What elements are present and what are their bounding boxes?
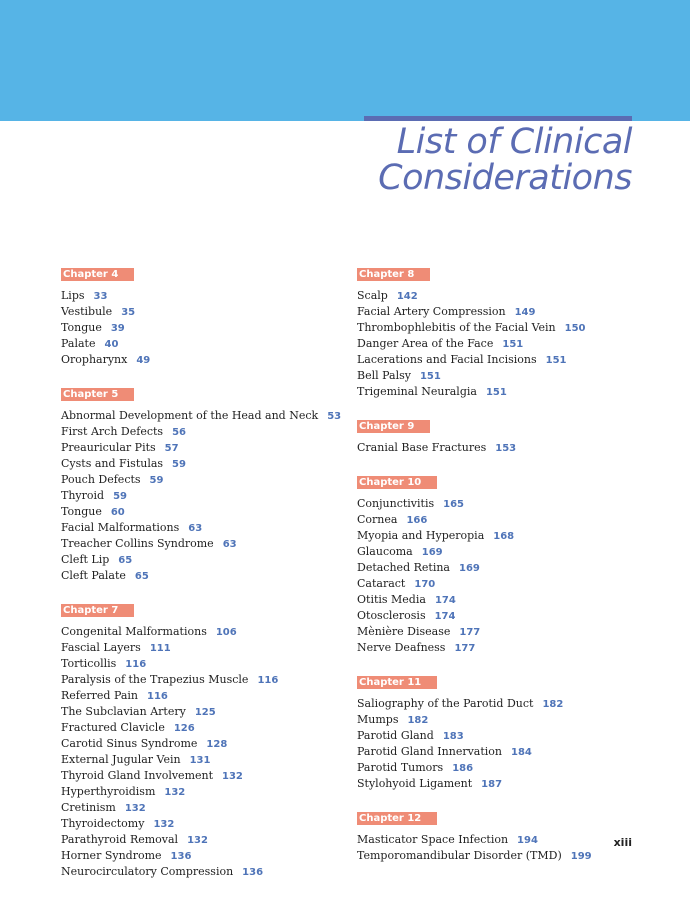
entry-page-number: 132 [153,819,175,830]
entry-page-number: 151 [419,371,441,382]
entry-title: Glaucoma [357,545,413,558]
entry-title: Hyperthyroidism [61,785,156,798]
entry-page-number: 199 [570,851,592,862]
entry-page-number: 150 [564,323,586,334]
entry-page-number: 116 [125,659,147,670]
entry-title: Abnormal Development of the Head and Neck [61,409,319,422]
entry-page-number: 49 [136,355,151,366]
entry-title: Myopia and Hyperopia [357,529,485,542]
entry-title: Mumps [357,713,399,726]
entry-page-number: 132 [164,787,186,798]
toc-entry [61,816,341,832]
toc-entry [357,728,657,744]
toc-entry [61,624,341,640]
entry-title: Carotid Sinus Syndrome [61,737,198,750]
entry-title: Paralysis of the Trapezius Muscle [61,673,249,686]
toc-entry [357,744,657,760]
toc-entry [357,832,657,848]
entry-title: Cretinism [61,801,116,814]
entry-title: Trigeminal Neuralgia [357,385,477,398]
entry-page-number: 165 [443,499,464,510]
title-rule [364,116,632,121]
toc-entry [61,568,341,584]
entry-title: Parathyroid Removal [61,833,179,846]
entry-page-number: 111 [149,643,171,654]
entry-title: Thyroid [61,489,105,502]
entry-title: Mènière Disease [357,625,451,638]
entry-title: Treacher Collins Syndrome [61,537,214,550]
toc-entry [61,640,341,656]
toc-entry [61,304,341,320]
entry-title: Cranial Base Fractures [357,441,487,454]
entry-page-number: 151 [485,387,507,398]
toc-entry [61,848,341,864]
toc-entry [357,512,657,528]
entry-page-number: 170 [414,579,436,590]
entry-title: Saliography of the Parotid Duct [357,697,534,710]
toc-entry [61,536,341,552]
chapter-section [61,382,341,584]
chapter-section [357,670,657,792]
toc-entry [61,656,341,672]
entry-page-number: 153 [495,443,517,454]
entry-page-number: 53 [327,411,342,422]
entry-page-number: 126 [173,723,195,734]
entry-title: Thyroid Gland Involvement [61,769,214,782]
entry-page-number: 132 [187,835,208,846]
toc-entry [357,544,657,560]
toc-entry [357,776,657,792]
entry-title: Facial Malformations [61,521,180,534]
entry-page-number: 177 [459,627,481,638]
toc-entry [61,488,341,504]
entry-page-number: 116 [147,691,168,702]
entry-title: External Jugular Vein [61,753,181,766]
entry-page-number: 169 [458,563,480,574]
entry-page-number: 40 [104,339,119,350]
entry-page-number: 131 [189,755,211,766]
toc-entry [61,736,341,752]
entry-title: Masticator Space Infection [357,833,509,846]
toc-entry [357,384,657,400]
toc-entry [357,592,657,608]
entry-page-number: 136 [242,867,264,878]
chapter-section [357,414,657,456]
chapter-section [61,262,341,368]
toc-entry [357,304,657,320]
toc-entry [357,848,657,864]
entry-page-number: 194 [517,835,538,846]
entry-page-number: 65 [134,571,149,582]
chapter-heading: Chapter 10 [357,476,437,489]
chapter-section [357,262,657,400]
page-title-line-2: Considerations [378,158,632,198]
entry-title: Referred Pain [61,689,139,702]
entry-title: Facial Artery Compression [357,305,506,318]
entry-title: Neurocirculatory Compression [61,865,234,878]
entry-page-number: 151 [502,339,524,350]
entry-page-number: 174 [434,595,456,606]
chapter-heading: Chapter 5 [61,388,134,401]
toc-entry [357,712,657,728]
entry-page-number: 168 [493,531,515,542]
entry-page-number: 132 [124,803,146,814]
entry-page-number: 60 [110,507,125,518]
entry-title: Lips [61,289,85,302]
entry-page-number: 182 [407,715,429,726]
toc-entry [61,440,341,456]
toc-entry [61,520,341,536]
entry-title: Cleft Lip [61,553,110,566]
toc-entry [61,752,341,768]
entry-page-number: 57 [164,443,179,454]
entry-title: Bell Palsy [357,369,411,382]
entry-title: Horner Syndrome [61,849,162,862]
entry-title: Scalp [357,289,388,302]
entry-title: Stylohyoid Ligament [357,777,473,790]
entry-page-number: 186 [452,763,474,774]
entry-title: Vestibule [61,305,113,318]
entry-page-number: 35 [121,307,136,318]
entry-title: Otosclerosis [357,609,426,622]
entry-title: First Arch Defects [61,425,164,438]
entry-page-number: 169 [421,547,443,558]
entry-title: Detached Retina [357,561,450,574]
entry-title: Parotid Gland [357,729,434,742]
entry-title: Torticollis [61,657,117,670]
chapter-section [357,470,657,656]
chapter-heading: Chapter 11 [357,676,437,689]
toc-entry [61,864,341,880]
toc-entry [61,672,341,688]
entry-title: Conjunctivitis [357,497,435,510]
toc-entry [357,496,657,512]
toc-entry [357,336,657,352]
chapter-heading: Chapter 9 [357,420,430,433]
entry-title: Tongue [61,505,102,518]
entry-page-number: 132 [222,771,243,782]
toc-entry [357,320,657,336]
entry-page-number: 149 [514,307,536,318]
toc-entry [357,368,657,384]
entry-page-number: 177 [454,643,476,654]
entry-title: Thrombophlebitis of the Facial Vein [357,321,556,334]
entry-page-number: 183 [442,731,464,742]
entry-page-number: 128 [206,739,228,750]
entry-title: Nerve Deafness [357,641,446,654]
entry-title: Tongue [61,321,102,334]
entry-page-number: 166 [406,515,428,526]
entry-title: Pouch Defects [61,473,141,486]
toc-entry [61,704,341,720]
right-column [357,262,657,878]
entry-title: Parotid Tumors [357,761,444,774]
toc-entry [61,832,341,848]
entry-title: Palate [61,337,96,350]
entry-page-number: 187 [481,779,503,790]
entry-title: Thyroidectomy [61,817,145,830]
chapter-heading: Chapter 4 [61,268,134,281]
entry-title: Congenital Malformations [61,625,207,638]
toc-entry [61,288,341,304]
entry-page-number: 59 [172,459,186,470]
chapter-section [61,598,341,880]
toc-entry [61,800,341,816]
entry-page-number: 59 [113,491,127,502]
entry-page-number: 182 [542,699,564,710]
entry-page-number: 174 [434,611,456,622]
toc-entry [357,608,657,624]
entry-page-number: 151 [545,355,567,366]
toc-entry [61,552,341,568]
chapter-heading: Chapter 7 [61,604,134,617]
toc-entry [357,640,657,656]
entry-page-number: 136 [170,851,192,862]
toc-entry [357,624,657,640]
entry-title: Oropharynx [61,353,128,366]
entry-title: Parotid Gland Innervation [357,745,503,758]
toc-entry [61,408,341,424]
entry-page-number: 65 [118,555,133,566]
toc-entry [61,320,341,336]
entry-page-number: 63 [188,523,203,534]
toc-entry [357,440,657,456]
toc-entry [61,720,341,736]
entry-page-number: 56 [172,427,186,438]
entry-title: Cornea [357,513,398,526]
entry-title: Danger Area of the Face [357,337,494,350]
entry-page-number: 106 [215,627,237,638]
header-banner [0,0,690,121]
entry-title: Cataract [357,577,406,590]
entry-title: Cleft Palate [61,569,126,582]
entry-title: Otitis Media [357,593,426,606]
entry-page-number: 39 [110,323,125,334]
toc-entry [61,768,341,784]
toc-entry [357,576,657,592]
toc-entry [357,760,657,776]
toc-entry [357,288,657,304]
toc-entry [357,528,657,544]
entry-page-number: 125 [194,707,216,718]
toc-entry [357,696,657,712]
entry-title: Cysts and Fistulas [61,457,164,470]
left-column [61,262,341,894]
chapter-section [357,806,657,864]
toc-entry [357,560,657,576]
toc-entry [61,456,341,472]
toc-entry [61,336,341,352]
entry-page-number: 59 [149,475,164,486]
toc-entry [61,688,341,704]
chapter-heading: Chapter 8 [357,268,430,281]
entry-title: Preauricular Pits [61,441,156,454]
entry-title: Lacerations and Facial Incisions [357,353,537,366]
entry-page-number: 33 [93,291,108,302]
entry-page-number: 142 [396,291,418,302]
entry-page-number: 184 [511,747,532,758]
toc-entry [61,784,341,800]
page-title [378,124,632,196]
entry-page-number: 63 [222,539,237,550]
toc-entry [61,352,341,368]
page-title-line-1: List of Clinical [396,122,632,162]
toc-entry [61,504,341,520]
toc-entry [357,352,657,368]
toc-entry [61,424,341,440]
entry-title: Fractured Clavicle [61,721,165,734]
toc-entry [61,472,341,488]
page-number: xiii [613,836,632,849]
entry-title: Temporomandibular Disorder (TMD) [357,849,562,862]
entry-title: The Subclavian Artery [61,705,186,718]
entry-title: Fascial Layers [61,641,141,654]
chapter-heading: Chapter 12 [357,812,437,825]
entry-page-number: 116 [257,675,279,686]
